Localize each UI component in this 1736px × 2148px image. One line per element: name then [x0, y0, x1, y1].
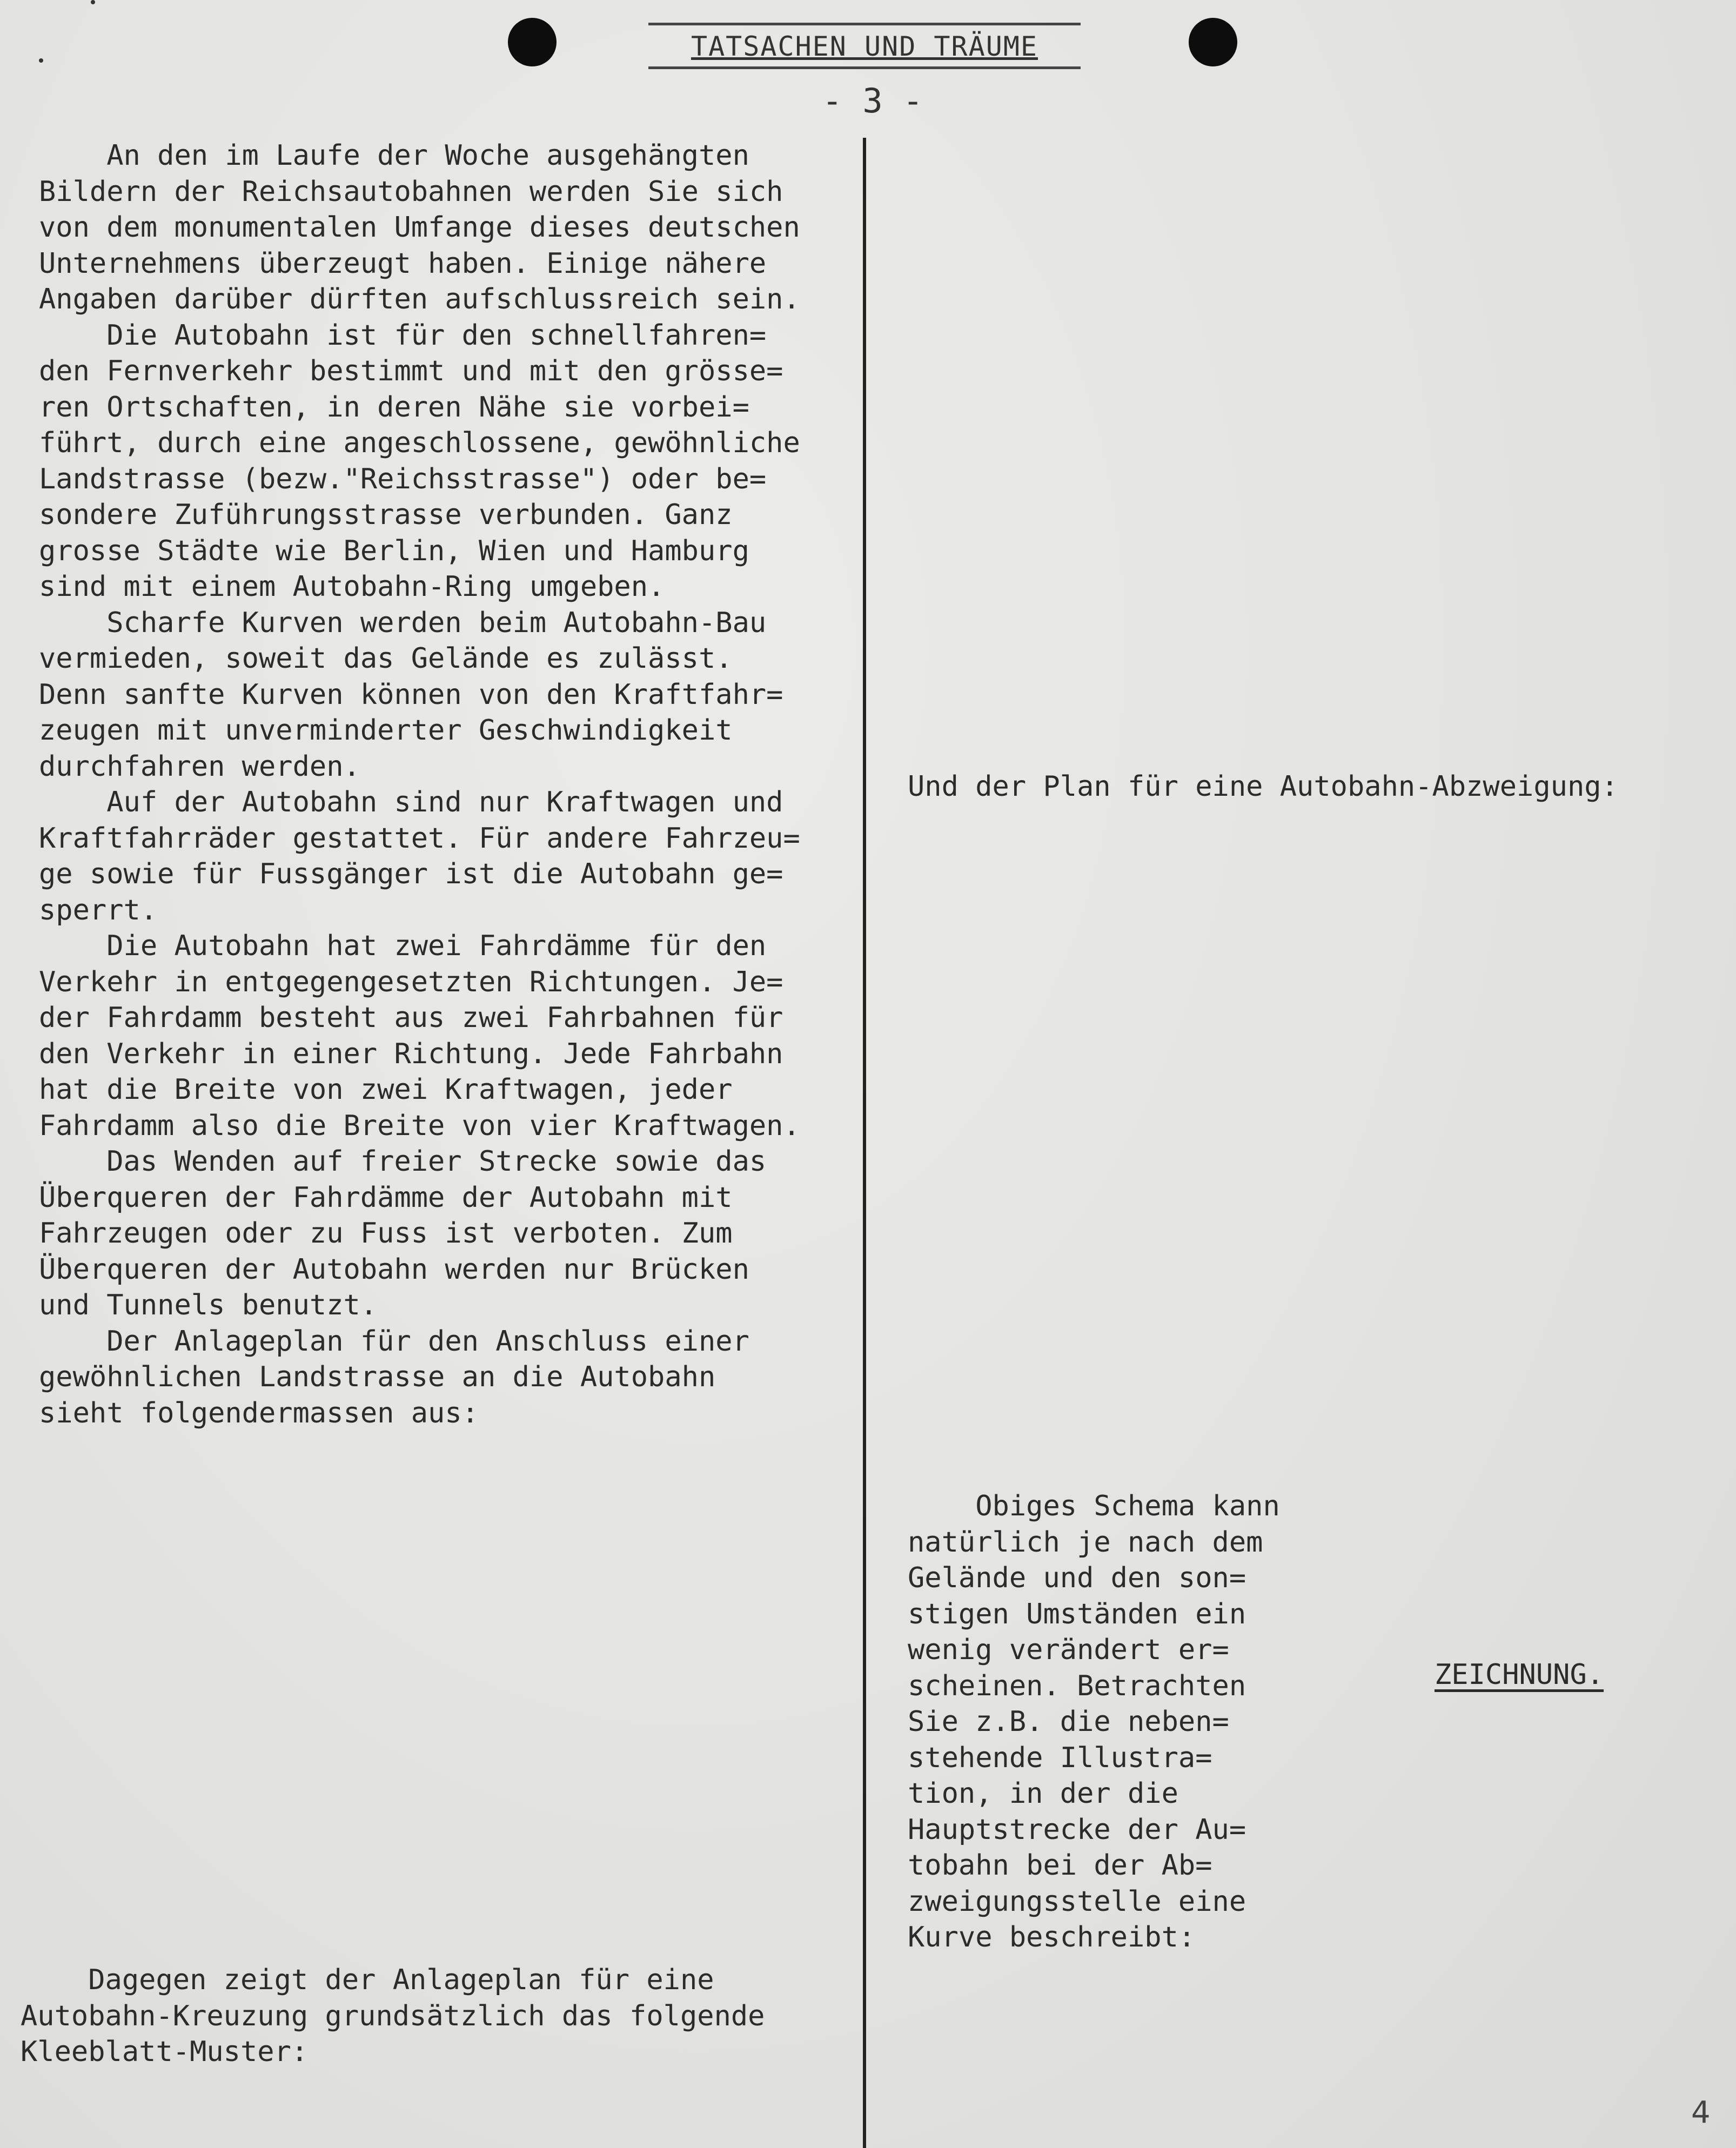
abzweigung-plan-text: Und der Plan für eine Autobahn-Abzweigung: [908, 770, 1618, 803]
left-column-text: An den im Laufe der Woche ausgehängten Bildern der Reichsautobahnen werden Sie sich von dem monumentalen Umfange dieses deutschen Unternehmens überzeugt haben. Einige nähere Angaben darüber dürften aufschlussreich sein. Die Autobahn ist für den schnellfahren= den Fernverkehr bestimmt und mit den grösse= ren Ortschaften, in deren Nähe sie vorbei= führt, durch eine angeschlossene, gewöhnliche Landstrasse (bezw."Reichsstrasse") oder be= sondere Zuführungsstrasse verbunden. Ganz grosse Städte wie Berlin, Wien und Hamburg sind mit einem Autobahn-Ring umgeben. Scharfe Kurven werden beim Autobahn-Bau vermieden, soweit das Gelände es zulässt. Denn sanfte Kurven können von den Kraftfahr= zeugen mit unverminderter Geschwindigkeit durchfahren werden. Auf der Autobahn sind nur Kraftwagen und Kraftfahrräder gestattet. Für andere Fahrzeu= ge sowie für Fussgänger ist die Autobahn ge= sperrt. Die Autobahn hat zwei Fahrdämme für den Verkehr in entgegengesetzten Richtungen. Je= der Fahrdamm besteht aus zwei Fahrbahnen für den Verkehr in einer Richtung. Jede Fahrbahn hat die Breite von zwei Kraftwagen, jeder Fahrdamm also die Breite von vier Kraftwagen. Das Wenden auf freier Strecke sowie das Überqueren der Fahrdämme der Autobahn mit Fahrzeugen oder zu Fuss ist verboten. Zum Überqueren der Autobahn werden nur Brücken und Tunnels benutzt. Der Anlageplan für den Anschluss einer gewöhnlichen Landstrasse an die Autobahn sieht folgendermassen aus: [39, 139, 800, 1429]
column-divider [863, 138, 866, 2148]
kleeblatt-intro-text: Dagegen zeigt der Anlageplan für eine Autobahn-Kreuzung grundsätzlich das folgende Kleeblatt-Muster: [21, 1964, 765, 2068]
punch-hole-left [508, 18, 557, 66]
schema-text: Obiges Schema kann natürlich je nach dem Gelände und den son= stigen Umständen ein wenig verändert er= scheinen. Betrachten Sie z.B. die neben= stehende Illustra= tion, in der die Hauptstrecke der Au= tobahn bei der Ab= zweigungsstelle eine Kurve beschreibt: [908, 1490, 1280, 1954]
drawing-label: ZEICHNUNG. [1435, 1659, 1604, 1691]
page-number: - 3 - [822, 81, 923, 120]
punch-hole-right [1189, 18, 1237, 66]
ink-speck [91, 0, 95, 4]
document-header-title: TATSACHEN UND TRÄUME [648, 23, 1081, 69]
ink-speck [39, 58, 43, 63]
corner-page-number: 4 [1691, 2095, 1711, 2130]
